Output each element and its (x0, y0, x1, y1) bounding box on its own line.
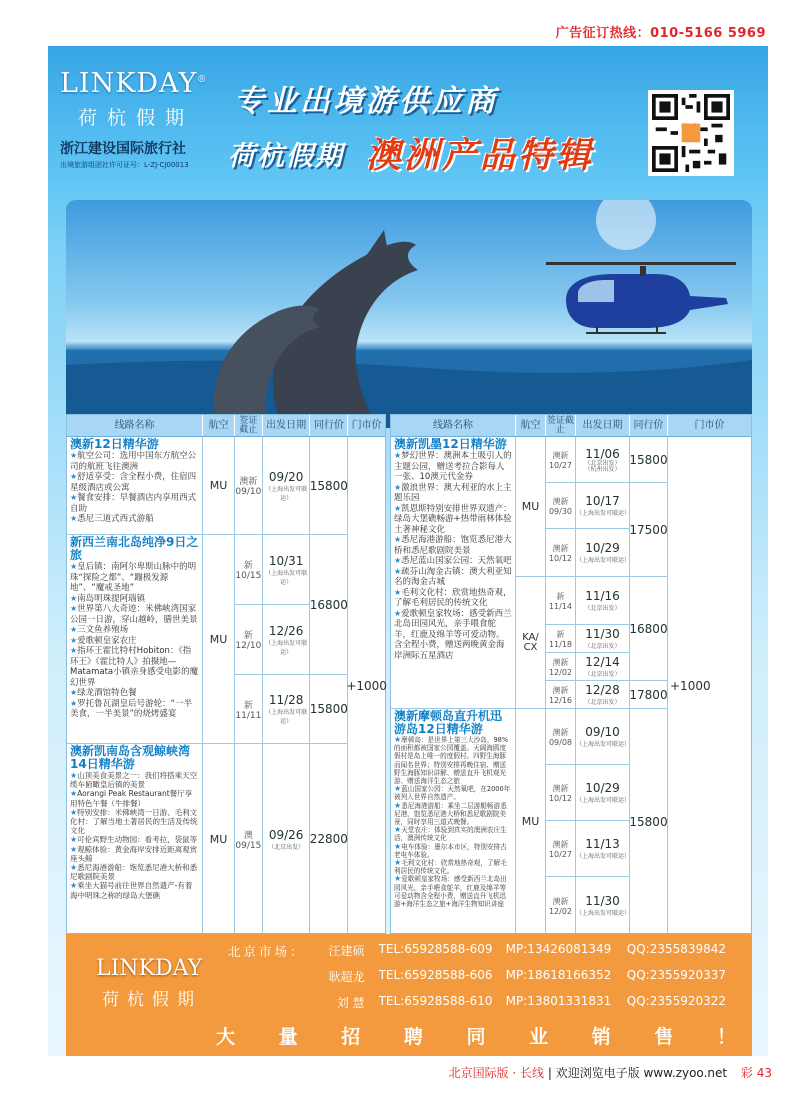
route-title: 澳新12日精华游 (70, 437, 159, 451)
route-card[interactable] (391, 709, 515, 934)
col-airline: 航空 (516, 415, 546, 436)
departure-date: 09/26 (268, 827, 304, 842)
right-trade-price-column (630, 437, 668, 934)
brand-name: LINKDAY® (60, 68, 208, 99)
visa-deadline: 澳新 09/08 (548, 727, 573, 747)
brand-cn-name: 荷杭假期 (78, 107, 195, 129)
left-trade-price-column (310, 437, 348, 934)
trade-price: 15800 (629, 452, 668, 467)
contact-qq[interactable]: QQ:2355920337 (626, 968, 727, 982)
contact-tel[interactable]: TEL:65928588-609 (378, 942, 493, 956)
departure-date: 11/13 (585, 837, 620, 851)
visa-deadline: 新 12/10 (235, 631, 262, 651)
route-item: ★ 悉尼蓝山国家公园：天然氧吧 (394, 556, 512, 567)
route-item: ★ 航空公司：选用中国东方航空公司的航班飞往澳洲 (70, 451, 199, 472)
departure-date: 12/14 (585, 655, 620, 669)
left-visa-column (235, 437, 263, 934)
contact-mobile[interactable]: MP:13801331831 (505, 994, 612, 1008)
contact-bar (66, 934, 752, 1056)
route-item: ★ 毛利文化村：欣赏地热奇观，了解毛利居民的传统文化。 (394, 859, 512, 875)
visa-deadline: 澳新 09/30 (548, 496, 573, 516)
departure-note: （上海出发可联运） (576, 510, 631, 517)
departure-date: 10/17 (585, 494, 620, 508)
departure-note: （上海出发可联运） (265, 709, 308, 725)
route-item: ★ 乘坐大猫号前往世界自然遗产-有着海中明珠之称的绿岛大堡礁 (70, 881, 199, 899)
visa-deadline: 澳新 10/27 (548, 450, 573, 470)
contact-mobile[interactable]: MP:18618166352 (505, 968, 612, 982)
departure-date: 11/30 (585, 894, 620, 908)
col-route-name: 线路名称 (391, 415, 516, 436)
departure-note: （上海出发可联运） (576, 853, 631, 860)
recruit-char: 售 (654, 1026, 674, 1048)
visa-deadline: 新 10/15 (235, 561, 262, 581)
brand-logo (60, 68, 250, 208)
departure-note: （上海出发可联运） (576, 797, 631, 804)
col-trade-price: 同行价 (310, 415, 348, 436)
route-item: ★ 舒适享受：含全程小费，住宿四星级酒店或公寓 (70, 472, 199, 493)
departure-date: 09/10 (585, 725, 620, 739)
route-item: ★ 毛利文化村：欣赏地热奇观，了解毛利居民的传统文化 (394, 588, 512, 609)
departure-note: （北京出发） (268, 843, 305, 851)
helicopter-icon (546, 262, 736, 334)
recruit-char: 业 (529, 1026, 549, 1048)
contact-name: 耿超龙 (328, 970, 365, 984)
col-visa: 签证截止 (546, 415, 574, 435)
route-item: ★ 三文鱼养殖场 (70, 625, 199, 636)
recruit-banner (216, 1022, 736, 1049)
route-item: ★ 蓝山国家公园：天然氧吧，在2000年被列入世界自然遗产。 (394, 785, 512, 801)
col-retail-price: 门市价 (351, 420, 382, 431)
route-item: ★ 凯恩斯特别安排世界双遗产：绿岛大堡礁畅游+热带雨林体验土著神秘文化 (394, 504, 512, 536)
slogan-line2-highlight: 澳洲产品特辑 (366, 136, 595, 176)
trade-price: 16800 (309, 597, 348, 612)
bottom-logo (96, 956, 236, 1010)
route-card[interactable] (391, 437, 515, 709)
visa-deadline: 新 11/11 (235, 700, 262, 721)
left-retail-column (348, 437, 385, 934)
agency-name: 浙江建设国际旅行社 (60, 141, 186, 157)
slogan-line1: 专业出境游供应商 (234, 84, 498, 119)
recruit-char: 招 (341, 1026, 361, 1048)
route-item: ★ 世界第八大奇迹：米佛峡湾国家公园一日游，穿山越岭，膳世美景 (70, 604, 199, 625)
market-label: 北京市场： (228, 944, 306, 959)
route-item: ★ 天堂农庄：体验到真实的澳洲农庄生活，澳洲传统文化 (394, 826, 512, 842)
footer-separator: | (544, 1066, 556, 1080)
recruit-char: 大 (216, 1026, 236, 1048)
departure-date: 11/16 (585, 589, 620, 603)
contact-name: 汪建硕 (328, 944, 365, 958)
route-item: ★ 激浪世界：澳大利亚的水上主题乐园 (394, 483, 512, 504)
departure-note: （上海出发可联运） (576, 557, 631, 564)
trade-price: 22800 (309, 832, 348, 846)
route-item: ★ 悉尼海港游船：饱览悉尼港大桥和悉尼歌剧院美景 (70, 863, 199, 881)
sun-glare (596, 200, 656, 250)
route-title: 新西兰南北岛纯净9日之旅 (70, 535, 199, 562)
departure-note: （上海出发可联运） (265, 569, 308, 586)
contact-qq[interactable]: QQ:2355839842 (626, 942, 727, 956)
departure-note: （上海出发可联运） (576, 910, 631, 917)
right-route-table (390, 414, 752, 934)
slogan-line2-prefix: 荷杭假期 (228, 141, 344, 172)
right-date-column (576, 437, 630, 934)
trade-price: 16800 (629, 621, 668, 636)
trade-price: 15800 (309, 478, 348, 493)
route-item: ★ 爱歌顿皇家牧场：感受新西兰北岛田园风光，亲手喂食鸵羊，红鹿及绵羊等可爱动物含全程小费，赠送直升飞机迅游+海洋生态之旅+海洋生物知识讲座 (394, 875, 512, 908)
airline-code: MU (209, 479, 228, 492)
col-route-name: 线路名称 (67, 415, 203, 436)
departure-note: （上海出发可联运） (265, 639, 308, 656)
airline-code: MU (521, 500, 540, 513)
route-item: ★ 电车体验：墨尔本市区，特别安排古老电车体验。 (394, 843, 512, 859)
route-item: ★ 可伦宾野生动物园：看考拉，袋鼠等 (70, 835, 199, 844)
departure-date: 11/30 (585, 627, 620, 641)
recruit-char: 聘 (403, 1026, 423, 1048)
departure-note: （上海出发可联运） (576, 741, 631, 748)
route-item: ★ 悉尼海港游船：饱览悉尼港大桥和悉尼歌剧院美景 (394, 535, 512, 556)
visa-deadline: 澳新 10/12 (548, 543, 573, 563)
recruit-char: ！ (716, 1026, 736, 1048)
departure-note: （上海出发可联运） (265, 485, 308, 502)
visa-deadline: 澳新 12/02 (548, 896, 573, 916)
visa-deadline: 澳新 12/16 (548, 685, 573, 705)
poster (48, 46, 768, 1056)
route-item: ★ 特别安排：米佛峡湾一日游、毛利文化村：了解当地土著居民的生活及传统文化 (70, 808, 199, 836)
route-card[interactable] (67, 437, 202, 535)
retail-price: +1000 (670, 678, 711, 693)
airline-code: MU (209, 832, 228, 846)
visa-deadline: 澳新 09/10 (235, 477, 262, 497)
footer-website[interactable]: 欢迎浏览电子版 www.zyoo.net (555, 1066, 728, 1080)
col-departure: 出发日期 (576, 415, 630, 436)
hero-photo (66, 200, 752, 428)
qr-code[interactable] (648, 90, 734, 176)
route-item: ★ Aorangi Peak Restaurant餐厅享用特色午餐（牛排餐） (70, 789, 199, 807)
ad-hotline: 广告征订热线：010-5166 5969 (555, 26, 766, 41)
left-route-table (66, 414, 386, 934)
departure-note: （北京出发） (584, 605, 621, 612)
left-table-header (67, 415, 385, 437)
left-date-column (263, 437, 311, 934)
contact-tel[interactable]: TEL:65928588-606 (378, 968, 493, 982)
departure-date: 12/28 (585, 683, 620, 697)
route-card[interactable] (67, 744, 202, 934)
contact-name: 刘 慧 (336, 996, 365, 1010)
col-retail-price: 门市价 (694, 420, 725, 431)
contact-row (304, 968, 744, 985)
airline-code: MU (521, 815, 540, 828)
route-card[interactable] (67, 535, 202, 744)
route-item: ★ 餐食安排：早餐酒店内享用西式自助 (70, 493, 199, 514)
recruit-char: 销 (591, 1026, 611, 1048)
departure-note: （北京出发） (584, 671, 621, 678)
trade-price: 17800 (629, 687, 668, 702)
col-visa: 签证截止 (235, 415, 263, 436)
right-retail-column (668, 437, 751, 934)
visa-deadline: 澳新 10/12 (548, 783, 573, 803)
route-item: ★ 绿龙酒馆特色餐 (70, 688, 199, 699)
departure-date: 11/28 (268, 693, 304, 707)
departure-date: 10/31 (268, 553, 304, 568)
right-airline-column (516, 437, 546, 934)
route-item: ★ 山顶美食美景之一：我们将搭乘天空缆车俯瞰皇后镇的美景 (70, 771, 199, 789)
qr-code-icon (652, 94, 730, 172)
visa-deadline: 澳 09/15 (235, 830, 262, 851)
retail-price: +1000 (346, 678, 387, 693)
visa-deadline: 澳新 10/27 (548, 839, 573, 859)
recruit-char: 同 (466, 1026, 486, 1048)
footer-text (449, 1064, 772, 1081)
route-title: 澳新凯墨12日精华游 (394, 437, 507, 451)
top-bar (0, 0, 800, 46)
departure-date: 12/26 (268, 623, 304, 638)
route-item: ★ 皇后镇：南阿尔卑斯山脉中的明珠“探险之都”、“蹦极发源地”、“魔戒圣地” (70, 562, 199, 594)
route-item: ★ 指环王霍比特村Hobiton：《指环王》《霍比特人》拍摄地—Matamata小镇亲身感受电影的魔幻世界 (70, 646, 199, 688)
route-item: ★ 悉尼海港游船：乘坐二层游艇畅游悉尼港，饱览悉尼港大桥和悉尼歌剧院美景，同时享用三道式晚餐。 (394, 802, 512, 827)
bottom-brand-cn: 荷杭假期 (102, 990, 202, 1010)
departure-date: 09/20 (268, 469, 304, 484)
col-departure: 出发日期 (263, 415, 311, 436)
route-title: 澳新摩顿岛直升机迅游岛12日精华游 (394, 709, 503, 736)
left-airline-column (203, 437, 235, 934)
visa-deadline: 澳新 12/02 (548, 657, 573, 677)
visa-deadline: 新 11/18 (548, 629, 573, 649)
route-item: ★ 悉尼三道式西式游船 (70, 514, 199, 525)
departure-note: （北京出发） （杭州出发） (584, 459, 621, 473)
airline-code: KA/ CX (522, 631, 539, 653)
contact-row (304, 942, 744, 959)
route-item: ★ 南岛明珠提阿瑙镇 (70, 594, 199, 605)
route-item: ★ 爱歌顿皇家农庄 (70, 636, 199, 647)
contact-tel[interactable]: TEL:65928588-610 (378, 994, 493, 1008)
trade-price: 15800 (629, 814, 668, 829)
col-airline: 航空 (203, 415, 235, 436)
route-title: 澳新凯南岛含观鲸峡湾14日精华游 (70, 744, 191, 771)
route-item: ★ 观鲸体验：黄金海岸安排近距离观赏座头鲸 (70, 845, 199, 863)
contact-mobile[interactable]: MP:13426081349 (505, 942, 612, 956)
trade-price: 15800 (309, 702, 348, 716)
recruit-char: 量 (278, 1026, 298, 1048)
left-route-column (67, 437, 203, 934)
visa-deadline: 新 11/14 (548, 591, 573, 611)
page-footer (0, 1058, 800, 1088)
col-trade-price: 同行价 (630, 415, 668, 436)
airline-code: MU (209, 632, 228, 646)
license-number: 出境旅游组团社许可证号：L-ZJ-CJ00013 (60, 161, 189, 169)
route-item: ★ 梦幻世界：澳洲本土吸引人的主题公园，赠送考拉合影每人一张、10澳元代金券 (394, 451, 512, 483)
footer-edition: 北京国际版 · 长线 (448, 1066, 545, 1080)
trade-price: 17500 (629, 522, 668, 537)
departure-date: 10/29 (585, 541, 620, 555)
right-table-header (391, 415, 751, 437)
right-route-column (391, 437, 516, 934)
route-item: ★ 罗托鲁瓦湖皇后号游轮：“一半美食，一半美景”的烧烤盛宴 (70, 699, 199, 720)
route-item: ★ 疏芬山淘金古镇：澳大利亚知名的淘金古城 (394, 567, 512, 588)
departure-note: （北京出发） (584, 643, 621, 650)
route-item: ★ 爱歌顿皇家牧场：感受新西兰北岛田园风光，亲手喂食鸵羊，红鹿及绵羊等可爱动物。含全程小费，赠送两晚黄金海岸洲际五星酒店 (394, 609, 512, 662)
departure-date: 11/06 (585, 446, 620, 461)
bottom-brand-name: LINKDAY (96, 956, 203, 981)
right-visa-column (546, 437, 576, 934)
route-item: ★ 摩顿岛：是世界上第三大沙岛，98%的面积都被国家公园覆盖。天阔海鸥度假村是岛上唯一的度假村。四野生海豚而闻名世界；特别安排再晚住宿、赠送野生海豚知识讲解、赠送直升飞机观光游、赠送海洋生态之旅 (394, 736, 512, 785)
contact-row (304, 994, 744, 1011)
departure-note: （北京出发） (584, 699, 621, 706)
departure-date: 10/29 (585, 781, 620, 795)
page-number: 彩 43 (740, 1066, 772, 1080)
contact-qq[interactable]: QQ:2355920322 (626, 994, 727, 1008)
